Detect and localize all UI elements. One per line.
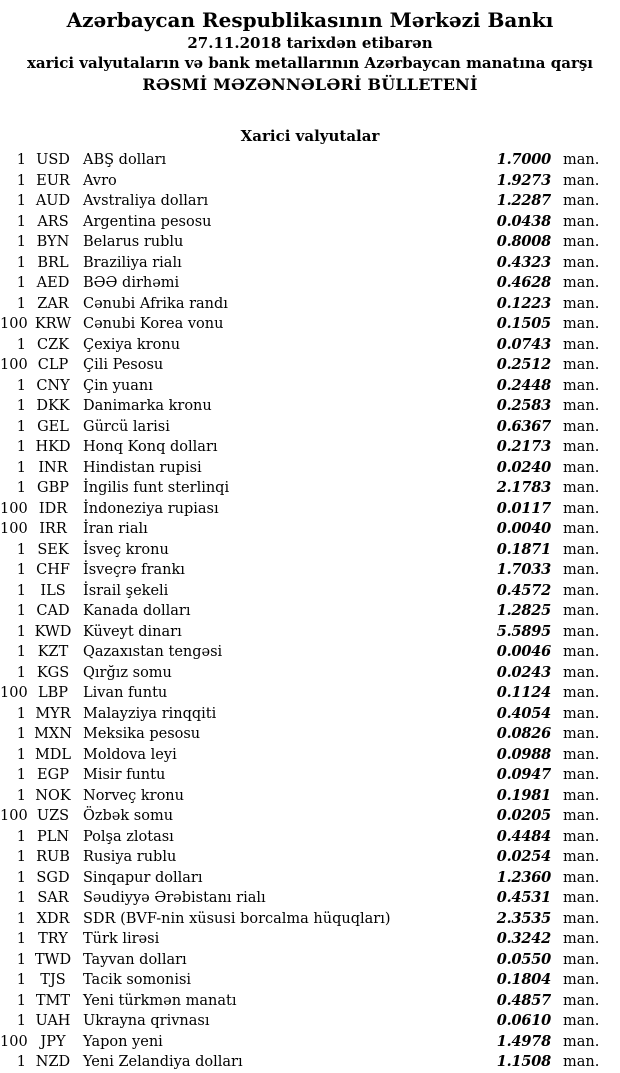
rate-row [0,970,620,991]
exchange-rates-table [0,150,620,1073]
rate-value: 2.3535 [496,909,551,927]
rate-unit-label: man. [563,910,600,927]
currency-name: Honq Konq dolları [83,439,218,455]
rate-value: 0.0947 [496,766,551,783]
currency-name: Malayziya rinqqiti [83,705,217,722]
rate-unit-label: man. [563,172,600,189]
rate-row [0,519,620,540]
rate-quantity: 1 [16,603,26,619]
bulletin-title: RƏSMİ MƏZƏNNƏLƏRİ BÜLLETENİ [142,75,478,94]
rate-value: 0.8008 [496,233,551,250]
rate-quantity: 1 [16,582,26,599]
currency-name: Meksika pesosu [83,726,201,742]
currency-code: EGP [37,767,69,783]
currency-code: NZD [35,1054,71,1070]
rate-quantity: 100 [0,808,28,824]
currency-name: ABŞ dolları [83,152,167,168]
currency-name: Qazaxıstan tengəsi [83,644,223,660]
rate-value: 0.0826 [496,725,551,742]
rate-row [0,1011,620,1032]
rate-value: 1.7033 [496,561,551,578]
rate-row [0,560,620,581]
rate-unit-label: man. [563,418,600,435]
rate-unit-label: man. [563,808,600,824]
currency-code: CNY [36,377,70,394]
rate-row [0,232,620,253]
rate-value: 0.2512 [496,356,551,373]
rate-value: 0.1223 [496,294,551,312]
rate-row [0,929,620,950]
rate-unit-label: man. [563,459,600,476]
currency-code: KGS [36,664,70,681]
currency-name: İngilis funt sterlinqi [83,480,230,496]
rate-quantity: 1 [16,972,26,988]
currency-name: Çili Pesosu [83,357,164,373]
rate-quantity: 1 [16,275,26,291]
scope-line: xarici valyutaların və bank metallarının Azərbaycan manatına qarşı [26,54,594,72]
rate-unit-label: man. [563,726,600,742]
currency-code: HKD [35,439,71,455]
currency-code: TWD [34,951,72,968]
rate-unit-label: man. [563,562,600,578]
currency-code: GEL [37,418,69,435]
rate-quantity: 1 [16,418,26,435]
rate-quantity: 1 [16,828,26,845]
currency-code: IRR [39,521,67,537]
rate-unit-label: man. [563,787,600,804]
rate-unit-label: man. [563,1054,600,1070]
rate-value: 0.0240 [496,458,551,476]
currency-code: CAD [36,603,70,619]
rate-row [0,745,620,766]
rate-unit-label: man. [563,767,600,783]
rate-quantity: 1 [16,459,26,476]
currency-code: CLP [37,357,69,373]
rate-value: 0.4628 [496,274,551,291]
rate-row [0,314,620,335]
rate-row [0,171,620,192]
currency-code: BYN [36,234,70,250]
currency-code: EUR [36,172,70,189]
currency-code: TRY [38,931,68,947]
currency-code: MXN [34,726,72,742]
currency-name: İsrail şekeli [83,582,169,599]
currency-name: Braziliya rialı [83,254,182,271]
date-line: 27.11.2018 tarixdən etibarən [187,34,433,52]
currency-code: DKK [36,398,70,414]
rate-unit-label: man. [563,603,600,619]
rate-quantity: 100 [0,357,28,373]
rate-row [0,1052,620,1073]
currency-code: AUD [35,193,71,209]
rate-value: 1.2825 [496,602,551,619]
rate-quantity: 1 [16,1013,26,1029]
rate-row [0,499,620,520]
currency-name: Yeni türkmən manatı [83,992,237,1009]
rate-value: 2.1783 [496,479,551,496]
rate-unit-label: man. [563,336,600,353]
currency-name: İsveçrə frankı [83,562,185,578]
rate-unit-label: man. [563,685,600,701]
rate-unit-label: man. [563,1033,600,1050]
currency-code: CZK [36,336,69,353]
rate-unit-label: man. [563,890,600,906]
rate-quantity: 1 [16,910,26,927]
currency-name: Tayvan dolları [83,951,187,968]
bank-title: Azərbaycan Respublikasının Mərkəzi Bankı [66,8,554,32]
rate-row [0,601,620,622]
rate-row [0,150,620,171]
rate-unit-label: man. [563,295,600,312]
currency-name: BƏƏ dirhəmi [83,275,180,291]
rate-value: 0.6367 [496,417,551,435]
currency-name: Küveyt dinarı [83,623,182,640]
rate-row [0,806,620,827]
rate-quantity: 1 [16,152,26,168]
currency-name: Avro [83,172,117,189]
currency-name: Belarus rublu [83,234,184,250]
currency-code: LBP [37,685,69,701]
currency-code: XDR [36,910,70,927]
currency-name: Livan funtu [83,685,168,701]
currency-name: Özbək somu [83,808,174,824]
currency-code: USD [36,152,70,168]
currency-code: SAR [37,890,69,906]
currency-code: JPY [40,1033,66,1050]
rate-row [0,868,620,889]
currency-name: Səudiyyə Ərəbistanı rialı [83,890,266,906]
currency-code: UZS [36,808,70,824]
currency-name: Çin yuanı [83,377,153,394]
rate-unit-label: man. [563,254,600,271]
currency-name: Sinqapur dolları [83,869,203,886]
rate-value: 0.4857 [496,991,551,1009]
currency-code: TMT [35,992,71,1009]
rate-quantity: 1 [16,992,26,1009]
rate-value: 1.9273 [496,171,551,189]
rate-row [0,294,620,315]
rate-row [0,335,620,356]
rate-quantity: 1 [16,705,26,722]
rate-row [0,478,620,499]
currency-name: Avstraliya dolları [83,193,209,209]
rate-value: 0.4323 [496,253,551,271]
rate-row [0,622,620,643]
rate-row [0,376,620,397]
rate-row [0,683,620,704]
currency-code: BRL [37,254,69,271]
rate-quantity: 1 [16,295,26,312]
currency-name: Tacik somonisi [83,972,192,988]
currency-code: MYR [35,705,71,722]
rate-unit-label: man. [563,951,600,968]
currency-name: Danimarka kronu [83,398,212,414]
rate-value: 0.2583 [496,397,551,414]
rate-row [0,786,620,807]
currency-code: TJS [40,972,66,988]
rate-unit-label: man. [563,480,600,496]
rate-unit-label: man. [563,234,600,250]
rate-unit-label: man. [563,869,600,886]
rate-value: 0.4484 [496,827,551,845]
rate-unit-label: man. [563,828,600,845]
currency-code: INR [38,459,68,476]
section-title: Xarici valyutalar [240,127,380,145]
rate-quantity: 1 [16,849,26,865]
rate-quantity: 1 [16,664,26,681]
rate-value: 0.3242 [496,930,551,947]
rate-value: 1.4978 [496,1032,551,1050]
rate-value: 0.0046 [496,643,551,660]
rate-unit-label: man. [563,705,600,722]
rate-value: 0.0040 [496,520,551,537]
rate-quantity: 1 [16,377,26,394]
currency-name: Rusiya rublu [83,849,177,865]
rate-quantity: 1 [16,746,26,763]
rate-row [0,396,620,417]
rate-quantity: 1 [16,172,26,189]
rate-unit-label: man. [563,582,600,599]
rate-quantity: 1 [16,1054,26,1070]
currency-code: MDL [34,746,72,763]
currency-code: ILS [40,582,66,599]
currency-name: Polşa zlotası [83,828,174,845]
rate-quantity: 1 [16,644,26,660]
rate-quantity: 1 [16,336,26,353]
rate-row [0,888,620,909]
rate-value: 1.2360 [496,868,551,886]
rate-value: 0.1124 [496,684,551,701]
currency-code: AED [36,275,70,291]
rate-row [0,765,620,786]
rate-unit-label: man. [563,972,600,988]
rate-row [0,437,620,458]
rate-quantity: 1 [16,767,26,783]
rate-quantity: 100 [0,500,28,517]
currency-code: SGD [36,869,70,886]
rate-value: 0.0205 [496,807,551,824]
rate-value: 1.2287 [496,192,551,209]
rate-quantity: 1 [16,890,26,906]
rate-quantity: 1 [16,254,26,271]
rate-quantity: 1 [16,562,26,578]
rate-row [0,458,620,479]
rate-value: 0.0117 [496,499,551,517]
currency-code: KWD [34,623,72,640]
rate-quantity: 1 [16,623,26,640]
rate-row [0,212,620,233]
currency-code: SEK [37,541,69,558]
rate-unit-label: man. [563,541,600,558]
rate-value: 1.1508 [496,1053,551,1070]
rate-quantity: 1 [16,480,26,496]
rate-unit-label: man. [563,521,600,537]
rate-quantity: 1 [16,951,26,968]
rate-quantity: 100 [0,685,28,701]
rate-unit-label: man. [563,746,600,763]
rate-unit-label: man. [563,213,600,230]
rate-unit-label: man. [563,439,600,455]
rate-row [0,724,620,745]
rate-quantity: 1 [16,439,26,455]
rate-unit-label: man. [563,275,600,291]
rate-row [0,909,620,930]
rate-unit-label: man. [563,193,600,209]
currency-code: ARS [37,213,69,230]
rate-row [0,540,620,561]
currency-name: İndoneziya rupiası [83,500,219,517]
currency-name: Qırğız somu [83,664,172,681]
currency-code: RUB [36,849,70,865]
rate-value: 0.0438 [496,212,551,230]
rate-quantity: 1 [16,213,26,230]
rate-row [0,847,620,868]
currency-name: İsveç kronu [83,541,169,558]
rate-value: 0.0743 [496,335,551,353]
currency-name: Norveç kronu [83,787,184,804]
rate-unit-label: man. [563,357,600,373]
rate-unit-label: man. [563,623,600,640]
rate-value: 0.0988 [496,745,551,763]
currency-code: KZT [37,644,69,660]
currency-code: CHF [36,562,70,578]
rate-unit-label: man. [563,931,600,947]
rate-row [0,355,620,376]
rate-value: 0.0550 [496,950,551,968]
rate-row [0,417,620,438]
rate-unit-label: man. [563,500,600,517]
rate-quantity: 100 [0,521,28,537]
rate-unit-label: man. [563,1013,600,1029]
rate-quantity: 1 [16,398,26,414]
rate-value: 1.7000 [496,151,551,168]
currency-code: GBP [37,480,69,496]
rate-row [0,827,620,848]
rate-value: 5.5895 [496,622,551,640]
currency-name: Türk lirəsi [83,931,160,947]
currency-name: Argentina pesosu [83,213,212,230]
rate-value: 0.0254 [496,848,551,865]
rate-value: 0.4531 [496,889,551,906]
currency-name: Ukrayna qrivnası [83,1013,210,1029]
currency-name: Moldova leyi [83,746,177,763]
currency-name: Çexiya kronu [83,336,181,353]
rate-quantity: 100 [0,1033,28,1050]
rate-value: 0.1871 [496,540,551,558]
currency-name: Kanada dolları [83,603,191,619]
rate-row [0,273,620,294]
rate-quantity: 1 [16,931,26,947]
rate-unit-label: man. [563,664,600,681]
currency-name: Cənubi Korea vonu [83,316,224,332]
currency-name: SDR (BVF-nin xüsusi borcalma hüquqları) [83,910,391,927]
rate-value: 0.4054 [496,704,551,722]
rate-value: 0.4572 [496,581,551,599]
currency-name: Gürcü larisi [83,418,170,435]
rate-unit-label: man. [563,398,600,414]
rate-value: 0.2448 [496,376,551,394]
rate-row [0,642,620,663]
rate-row [0,191,620,212]
rate-value: 0.2173 [496,438,551,455]
rate-row [0,1032,620,1053]
rate-value: 0.0243 [496,663,551,681]
rate-row [0,950,620,971]
currency-name: Yapon yeni [83,1033,163,1050]
rate-value: 0.1981 [496,786,551,804]
rate-value: 0.0610 [496,1012,551,1029]
currency-name: Misir funtu [83,767,166,783]
rate-quantity: 1 [16,726,26,742]
currency-name: Yeni Zelandiya dolları [83,1054,243,1070]
currency-code: NOK [35,787,71,804]
rate-row [0,663,620,684]
rate-quantity: 1 [16,869,26,886]
rate-unit-label: man. [563,316,600,332]
rate-unit-label: man. [563,849,600,865]
rate-unit-label: man. [563,644,600,660]
currency-code: UAH [35,1013,71,1029]
rate-row [0,991,620,1012]
rate-row [0,581,620,602]
rate-value: 0.1505 [496,315,551,332]
currency-code: PLN [36,828,70,845]
currency-name: Hindistan rupisi [83,459,202,476]
rate-unit-label: man. [563,152,600,168]
rate-row [0,253,620,274]
currency-name: Cənubi Afrika randı [83,295,228,312]
currency-code: ZAR [37,295,69,312]
rate-quantity: 1 [16,234,26,250]
rate-quantity: 1 [16,541,26,558]
rate-unit-label: man. [563,992,600,1009]
currency-name: İran rialı [83,521,148,537]
rate-unit-label: man. [563,377,600,394]
rate-quantity: 1 [16,787,26,804]
currency-code: KRW [34,316,72,332]
currency-code: IDR [38,500,68,517]
rate-quantity: 1 [16,193,26,209]
rate-row [0,704,620,725]
rate-value: 0.1804 [496,971,551,988]
rate-quantity: 100 [0,316,28,332]
